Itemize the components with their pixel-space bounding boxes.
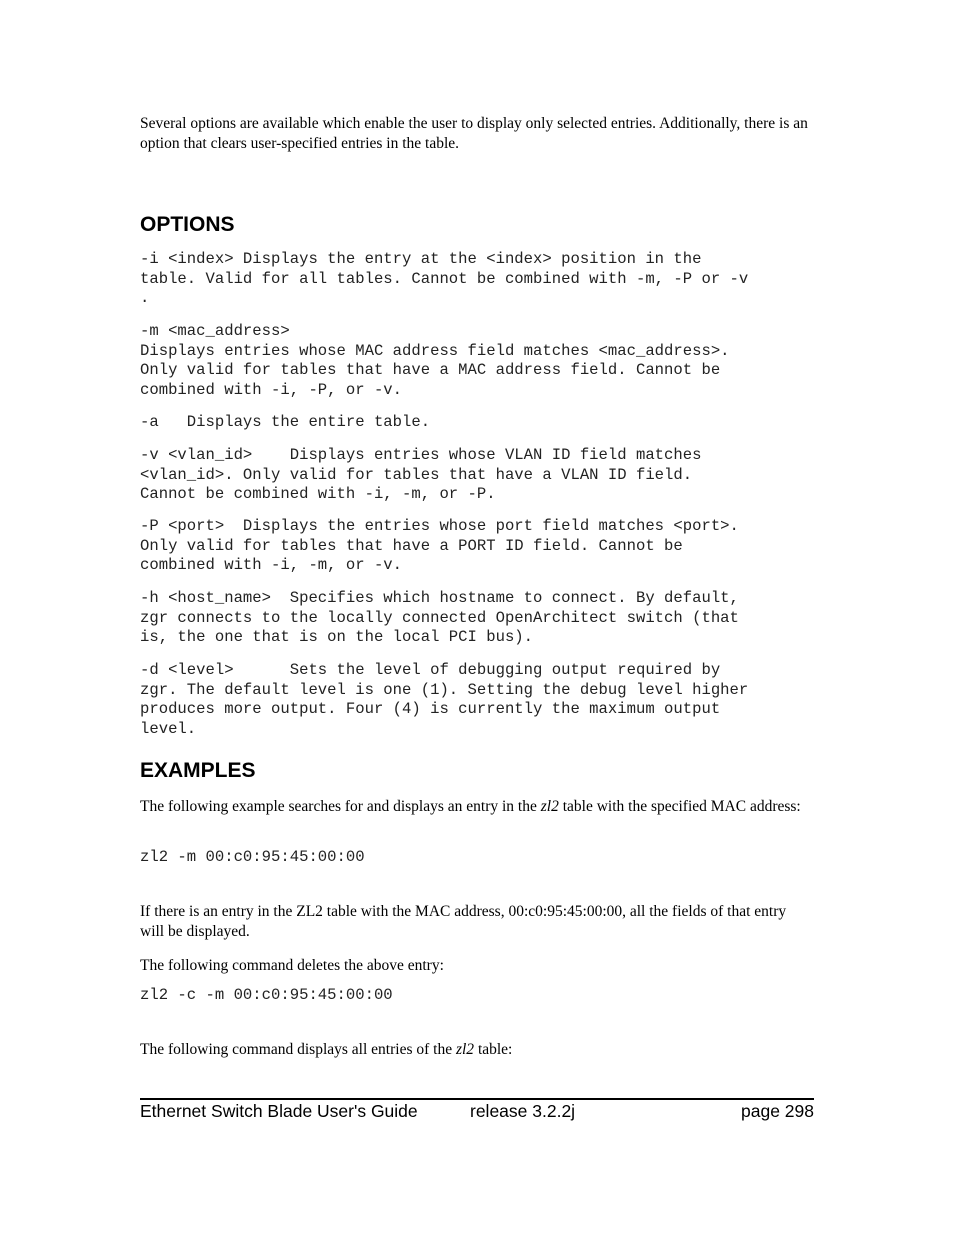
result-paragraph: If there is an entry in the ZL2 table with the MAC address, 00:c0:95:45:00:00, all the fields of that entry will be displayed. bbox=[140, 903, 787, 940]
example-command-display: zl2 -m 00:c0:95:45:00:00 bbox=[140, 848, 365, 866]
option-all: -a Displays the entire table. bbox=[140, 413, 431, 431]
table-name: zl2 bbox=[540, 798, 559, 815]
footer-rule bbox=[140, 1098, 814, 1100]
option-index: -i <index> Displays the entry at the <index> position in the table. Valid for all tables. Cannot be combined with -m, -P or -v . bbox=[140, 250, 749, 307]
footer-page-number: page 298 bbox=[741, 1101, 814, 1121]
table-name: zl2 bbox=[455, 1041, 475, 1058]
option-hostname: -h <host_name> Specifies which hostname to connect. By default, zgr connects to the locally connected OpenArchitect switch (that is, the one that is on the local PCI bus). bbox=[140, 589, 739, 646]
option-vlan: -v <vlan_id> Displays entries whose VLAN ID field matches <vlan_id>. Only valid for tables that have a VLAN ID field. Cannot be combined with -i, -m, or -P. bbox=[140, 446, 702, 503]
option-mac-address: -m <mac_address> Displays entries whose MAC address field matches <mac_address>. Only valid for tables that have a MAC address field. Cannot be combined with -i, -P, or -v. bbox=[140, 322, 730, 399]
intro-paragraph: Several options are available which enable the user to display only selected entries. Additionally, there is an option that clears user-specified entries in the table. bbox=[140, 115, 808, 152]
examples-heading: EXAMPLES bbox=[140, 759, 256, 782]
delete-description: The following command deletes the above entry: bbox=[140, 957, 444, 974]
example-description: The following example searches for and displays an entry in the zl2 table with the specified MAC address: bbox=[140, 798, 801, 815]
options-heading: OPTIONS bbox=[140, 213, 235, 236]
footer-title: Ethernet Switch Blade User's Guide bbox=[140, 1101, 418, 1121]
option-port: -P <port> Displays the entries whose port field matches <port>. Only valid for tables that have a PORT ID field. Cannot be combined with -i, -m, or -v. bbox=[140, 517, 739, 574]
option-debug-level: -d <level> Sets the level of debugging output required by zgr. The default level is one (1). Setting the debug level higher produces more output. Four (4) is currently the maximum output level. bbox=[140, 661, 749, 738]
display-all-description: The following command displays all entries of the zl2 table: bbox=[140, 1041, 513, 1058]
example-command-delete: zl2 -c -m 00:c0:95:45:00:00 bbox=[140, 986, 393, 1004]
footer-release: release 3.2.2j bbox=[470, 1101, 576, 1121]
